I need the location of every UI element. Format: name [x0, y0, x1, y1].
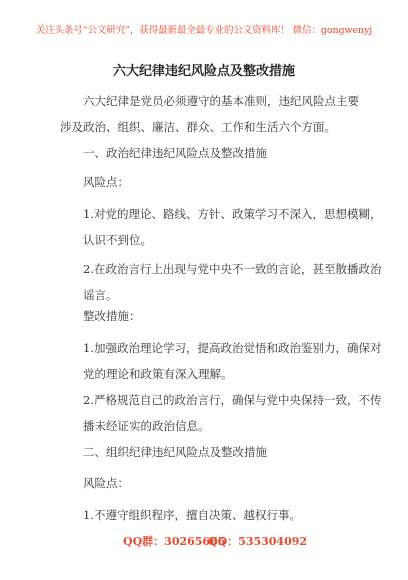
list-item: 2.严格规范自己的政治言行，确保与党中央保持一致，不传播未经证实的政治信息。 — [83, 393, 382, 433]
list-item: 1.不遵守组织程序，擅自决策、越权行事。 — [83, 508, 301, 522]
list-item: 2.在政治言行上出现与党中央不一致的言论，甚至散播政治谣言。 — [83, 262, 382, 302]
section-heading-organizational: 二、组织纪律违纪风险点及整改措施 — [83, 445, 267, 459]
intro-paragraph: 六大纪律是党员必须遵守的基本准则，违纪风险点主要涉及政治、组织、廉洁、群众、工作和生活六个方面。 — [60, 94, 359, 134]
list-item: 1.对党的理论、路线、方针、政策学习不深入，思想模糊，认识不到位。 — [83, 207, 382, 247]
risk-points-label: 风险点： — [83, 175, 129, 189]
page-title: 六大纪律违纪风险点及整改措施 — [112, 64, 295, 79]
footer-contact — [0, 531, 408, 551]
rectification-label: 整改措施： — [83, 309, 141, 323]
section-heading-political: 一、政治纪律违纪风险点及整改措施 — [83, 146, 267, 160]
qq-group-number: QQ群：30265665 — [123, 535, 226, 548]
risk-points-label: 风险点： — [83, 476, 129, 490]
list-item: 1.加强政治理论学习，提高政治觉悟和政治鉴别力，确保对党的理论和政策有深入理解。 — [83, 341, 382, 381]
promo-banner: 关注头条号“公文研究”，获得最新最全最专业的公文资料库！ 微信：gongwenyj — [35, 25, 373, 36]
qq-number: QQ：535304092 — [208, 535, 308, 548]
